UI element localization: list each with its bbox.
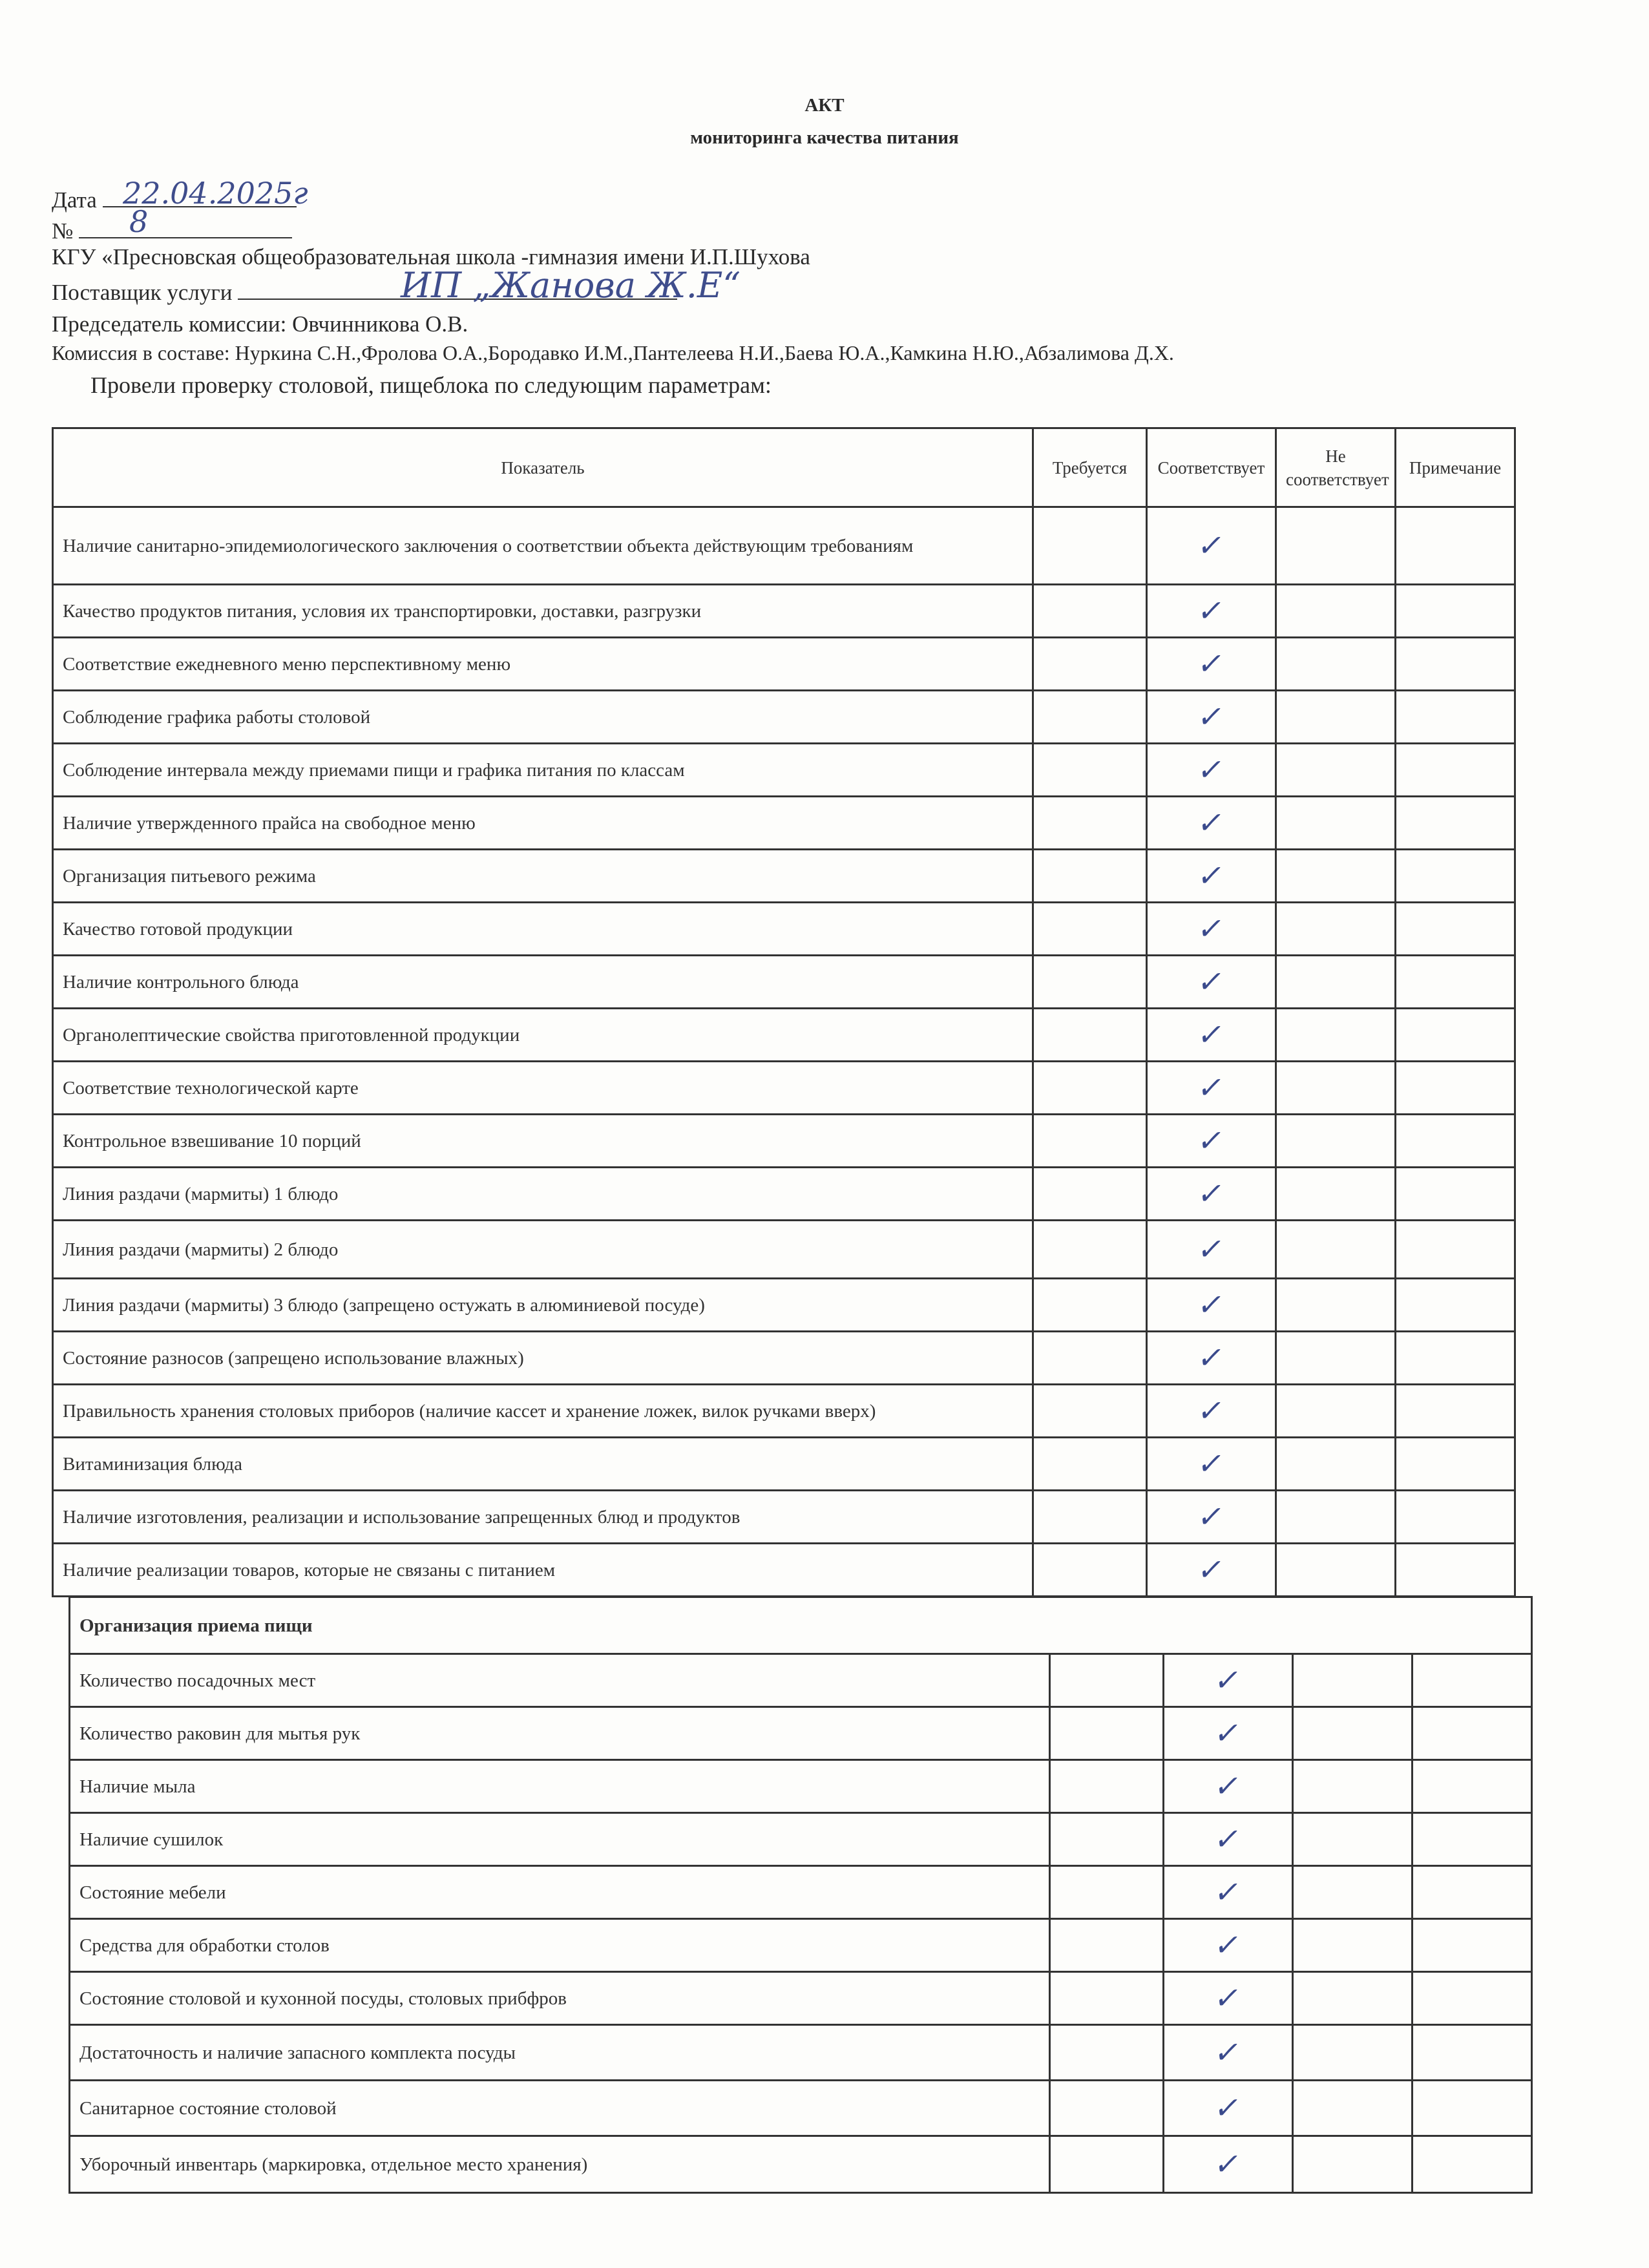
cell-note: [1413, 2136, 1532, 2193]
cell-not-complies: [1293, 2025, 1413, 2081]
check-mark-icon: ✓: [1195, 528, 1228, 563]
table-row: [53, 956, 1515, 1009]
cell-not-complies: [1276, 1438, 1396, 1491]
cell-required: [1050, 1919, 1164, 1972]
cell-note: [1396, 1438, 1515, 1491]
cell-not-complies: [1293, 1760, 1413, 1813]
table-row: [53, 691, 1515, 744]
cell-note: [1396, 638, 1515, 691]
cell-note: [1413, 1760, 1532, 1813]
check-mark-icon: ✓: [1195, 1176, 1228, 1211]
cell-required: [1033, 850, 1147, 903]
cell-complies: [1164, 1654, 1293, 1707]
cell-complies: [1147, 1009, 1276, 1062]
section-title: Организация приема пищи: [70, 1597, 1050, 1654]
number-label: №: [52, 218, 74, 244]
cell-note: [1413, 1866, 1532, 1919]
table-row: [53, 1221, 1515, 1279]
check-mark-icon: ✓: [1195, 1552, 1228, 1587]
cell-not-complies: [1276, 1544, 1396, 1597]
table-row: [70, 1919, 1532, 1972]
cell-note: [1413, 1654, 1532, 1707]
cell-required: [1050, 1707, 1164, 1760]
check-mark-icon: ✓: [1212, 1927, 1245, 1962]
table-row: [53, 797, 1515, 850]
cell-required: [1033, 903, 1147, 956]
cell-note: [1396, 1332, 1515, 1385]
cell-complies: [1147, 1115, 1276, 1168]
row-label: Состояние разносов (запрещено использование влажных): [53, 1332, 1033, 1385]
cell-complies: [1164, 1760, 1293, 1813]
check-mark-icon: ✓: [1195, 1499, 1228, 1534]
row-label: Правильность хранения столовых приборов (наличие кассет и хранение ложек, вилок ручками вверх): [53, 1385, 1033, 1438]
cell-note: [1413, 1972, 1532, 2025]
cell-complies: [1147, 850, 1276, 903]
check-mark-icon: ✓: [1195, 1446, 1228, 1481]
table-row: [53, 1062, 1515, 1115]
table-row: [53, 1168, 1515, 1221]
cell-required: [1033, 1168, 1147, 1221]
cell-not-complies: [1276, 1115, 1396, 1168]
cell-required: [1033, 585, 1147, 638]
table-row: [53, 903, 1515, 956]
row-label: Линия раздачи (мармиты) 3 блюдо (запрещено остужать в алюминиевой посуде): [53, 1279, 1033, 1332]
cell-note: [1396, 903, 1515, 956]
check-mark-icon: ✓: [1195, 1340, 1228, 1375]
intro-line: Провели проверку столовой, пищеблока по следующим параметрам:: [90, 372, 772, 398]
cell-complies: [1147, 638, 1276, 691]
table-row: [53, 585, 1515, 638]
cell-required: [1033, 1544, 1147, 1597]
table-row: [53, 1009, 1515, 1062]
members-line: Комиссия в составе: Нуркина С.Н.,Фролова О.А.,Бородавко И.М.,Пантелеева Н.И.,Баева Ю.А.,Камкина Н.Ю.,Абзалимова Д.Х.: [52, 341, 1174, 364]
table-row: [53, 507, 1515, 585]
row-label: Контрольное взвешивание 10 порций: [53, 1115, 1033, 1168]
check-mark-icon: ✓: [1212, 1822, 1245, 1856]
cell-required: [1033, 744, 1147, 797]
cell-complies: [1147, 1544, 1276, 1597]
cell-note: [1396, 744, 1515, 797]
cell-not-complies: [1276, 1279, 1396, 1332]
table-row: [53, 1385, 1515, 1438]
row-label: Наличие утвержденного прайса на свободное меню: [53, 797, 1033, 850]
table-row: [53, 638, 1515, 691]
check-mark-icon: ✓: [1195, 1393, 1228, 1428]
cell-complies: [1164, 1919, 1293, 1972]
cell-note: [1396, 1062, 1515, 1115]
cell-note: [1413, 1813, 1532, 1866]
check-mark-icon: ✓: [1195, 1287, 1228, 1322]
row-label: Линия раздачи (мармиты) 1 блюдо: [53, 1168, 1033, 1221]
col-complies-header: Соответствует: [1147, 428, 1276, 507]
cell-required: [1050, 1760, 1164, 1813]
cell-complies: [1147, 1221, 1276, 1279]
row-label: Соблюдение графика работы столовой: [53, 691, 1033, 744]
cell-complies: [1147, 1168, 1276, 1221]
cell-note: [1413, 1707, 1532, 1760]
check-mark-icon: ✓: [1212, 1980, 1245, 2015]
cell-note: [1396, 797, 1515, 850]
table-row: [70, 1760, 1532, 1813]
table-row: [53, 1491, 1515, 1544]
row-label: Органолептические свойства приготовленной продукции: [53, 1009, 1033, 1062]
cell-required: [1033, 638, 1147, 691]
cell-complies: [1147, 1332, 1276, 1385]
table-row: [53, 1438, 1515, 1491]
row-label: Состояние столовой и кухонной посуды, столовых прибфров: [70, 1972, 1050, 2025]
cell-complies: [1164, 1972, 1293, 2025]
cell-complies: [1147, 903, 1276, 956]
cell-required: [1033, 691, 1147, 744]
cell-required: [1033, 1221, 1147, 1279]
cell-not-complies: [1276, 903, 1396, 956]
row-label: Качество готовой продукции: [53, 903, 1033, 956]
table-row: [53, 1115, 1515, 1168]
row-label: Уборочный инвентарь (маркировка, отдельное место хранения): [70, 2136, 1050, 2193]
row-label: Состояние мебели: [70, 1866, 1050, 1919]
cell-note: [1413, 2025, 1532, 2081]
cell-complies: [1147, 1279, 1276, 1332]
cell-required: [1033, 1115, 1147, 1168]
row-label: Наличие изготовления, реализации и использование запрещенных блюд и продуктов: [53, 1491, 1033, 1544]
date-label: Дата: [52, 187, 97, 213]
cell-complies: [1164, 2136, 1293, 2193]
supplier-label: Поставщик услуги: [52, 280, 233, 305]
doc-title: АКТ: [804, 95, 845, 116]
row-label: Организация питьевого режима: [53, 850, 1033, 903]
col-required-header: Требуется: [1033, 428, 1147, 507]
check-mark-icon: ✓: [1195, 1123, 1228, 1158]
row-label: Средства для обработки столов: [70, 1919, 1050, 1972]
chair-line: Председатель комиссии: Овчинникова О.В.: [52, 311, 468, 337]
cell-note: [1396, 1168, 1515, 1221]
row-label: Достаточность и наличие запасного комплекта посуды: [70, 2025, 1050, 2081]
cell-note: [1413, 1919, 1532, 1972]
check-mark-icon: ✓: [1195, 858, 1228, 893]
cell-not-complies: [1276, 1168, 1396, 1221]
cell-complies: [1147, 744, 1276, 797]
check-mark-icon: ✓: [1212, 2035, 1245, 2070]
cell-required: [1033, 1438, 1147, 1491]
cell-required: [1033, 1279, 1147, 1332]
cell-complies: [1147, 691, 1276, 744]
date-handwritten: 22.04.2025г: [123, 176, 308, 211]
cell-required: [1050, 2081, 1164, 2136]
number-blank: [79, 237, 292, 238]
cell-not-complies: [1293, 1919, 1413, 1972]
cell-required: [1050, 1972, 1164, 2025]
table-row: [70, 2025, 1532, 2081]
cell-not-complies: [1276, 1491, 1396, 1544]
check-mark-icon: ✓: [1195, 964, 1228, 999]
cell-note: [1396, 1009, 1515, 1062]
table-row: [53, 850, 1515, 903]
col-note-header: Примечание: [1396, 428, 1515, 507]
table-row: [70, 1866, 1532, 1919]
cell-required: [1050, 2136, 1164, 2193]
cell-note: [1396, 1385, 1515, 1438]
cell-required: [1050, 1654, 1164, 1707]
table-row: [70, 1707, 1532, 1760]
check-mark-icon: ✓: [1212, 1769, 1245, 1803]
check-mark-icon: ✓: [1195, 911, 1228, 946]
cell-note: [1396, 1221, 1515, 1279]
cell-complies: [1164, 1707, 1293, 1760]
cell-required: [1050, 1866, 1164, 1919]
cell-note: [1396, 1279, 1515, 1332]
monitoring-table-part2: [68, 1596, 1533, 2194]
cell-complies: [1147, 1438, 1276, 1491]
row-label: Соблюдение интервала между приемами пищи и графика питания по классам: [53, 744, 1033, 797]
cell-required: [1033, 507, 1147, 585]
cell-not-complies: [1276, 850, 1396, 903]
cell-complies: [1147, 1491, 1276, 1544]
cell-note: [1396, 1115, 1515, 1168]
table-header-row: [53, 428, 1515, 507]
check-mark-icon: ✓: [1212, 1663, 1245, 1697]
row-label: Соответствие ежедневного меню перспективному меню: [53, 638, 1033, 691]
cell-complies: [1164, 2025, 1293, 2081]
cell-not-complies: [1293, 1972, 1413, 2025]
col-indicator-header: Показатель: [53, 428, 1033, 507]
cell-note: [1396, 850, 1515, 903]
number-line: [52, 218, 292, 244]
table-row: [70, 1813, 1532, 1866]
cell-not-complies: [1276, 956, 1396, 1009]
cell-not-complies: [1276, 1221, 1396, 1279]
cell-not-complies: [1276, 585, 1396, 638]
table-row: [53, 1544, 1515, 1597]
cell-not-complies: [1276, 507, 1396, 585]
cell-not-complies: [1293, 1707, 1413, 1760]
row-label: Санитарное состояние столовой: [70, 2081, 1050, 2136]
monitoring-table-part1: [52, 427, 1516, 1597]
cell-complies: [1147, 1385, 1276, 1438]
col-not-complies-header: Не соответствует: [1276, 428, 1396, 507]
cell-complies: [1147, 585, 1276, 638]
cell-required: [1033, 797, 1147, 850]
row-label: Количество посадочных мест: [70, 1654, 1050, 1707]
table-row: [53, 744, 1515, 797]
section-row: [70, 1597, 1532, 1654]
cell-complies: [1164, 2081, 1293, 2136]
cell-complies: [1147, 956, 1276, 1009]
table-row: [53, 1332, 1515, 1385]
school-line: КГУ «Пресновская общеобразовательная школа -гимназия имени И.П.Шухова: [52, 244, 810, 269]
cell-complies: [1164, 1813, 1293, 1866]
check-mark-icon: ✓: [1195, 646, 1228, 681]
cell-note: [1413, 2081, 1532, 2136]
number-handwritten: 8: [129, 204, 149, 239]
check-mark-icon: ✓: [1212, 1874, 1245, 1909]
check-mark-icon: ✓: [1195, 1232, 1228, 1266]
row-label: Соответствие технологической карте: [53, 1062, 1033, 1115]
check-mark-icon: ✓: [1195, 805, 1228, 840]
row-label: Наличие мыла: [70, 1760, 1050, 1813]
cell-not-complies: [1276, 1062, 1396, 1115]
row-label: Наличие реализации товаров, которые не связаны с питанием: [53, 1544, 1033, 1597]
cell-required: [1050, 2025, 1164, 2081]
cell-complies: [1164, 1866, 1293, 1919]
table-row: [70, 2136, 1532, 2193]
row-label: Линия раздачи (мармиты) 2 блюдо: [53, 1221, 1033, 1279]
cell-not-complies: [1276, 744, 1396, 797]
table-row: [70, 1972, 1532, 2025]
cell-required: [1033, 956, 1147, 1009]
table-row: [70, 2081, 1532, 2136]
section-filler: [1050, 1597, 1532, 1654]
check-mark-icon: ✓: [1212, 2090, 1245, 2125]
cell-not-complies: [1293, 1866, 1413, 1919]
cell-not-complies: [1293, 1813, 1413, 1866]
cell-note: [1396, 691, 1515, 744]
cell-not-complies: [1276, 1385, 1396, 1438]
supplier-handwritten: ИП „Жанова Ж.Е“: [401, 265, 740, 306]
cell-note: [1396, 1491, 1515, 1544]
table-row: [53, 1279, 1515, 1332]
row-label: Витаминизация блюда: [53, 1438, 1033, 1491]
row-label: Качество продуктов питания, условия их транспортировки, доставки, разгрузки: [53, 585, 1033, 638]
cell-not-complies: [1276, 1009, 1396, 1062]
cell-required: [1033, 1491, 1147, 1544]
cell-required: [1033, 1009, 1147, 1062]
cell-not-complies: [1276, 638, 1396, 691]
cell-note: [1396, 956, 1515, 1009]
row-label: Наличие сушилок: [70, 1813, 1050, 1866]
cell-note: [1396, 585, 1515, 638]
cell-not-complies: [1293, 2081, 1413, 2136]
row-label: Наличие санитарно-эпидемиологического заключения о соответствии объекта действующим требованиям: [53, 507, 1033, 585]
cell-required: [1050, 1813, 1164, 1866]
doc-subtitle: мониторинга качества питания: [690, 127, 959, 148]
check-mark-icon: ✓: [1212, 1716, 1245, 1750]
cell-note: [1396, 507, 1515, 585]
cell-required: [1033, 1062, 1147, 1115]
cell-not-complies: [1276, 797, 1396, 850]
cell-not-complies: [1293, 2136, 1413, 2193]
cell-note: [1396, 1544, 1515, 1597]
row-label: Количество раковин для мытья рук: [70, 1707, 1050, 1760]
cell-not-complies: [1293, 1654, 1413, 1707]
row-label: Наличие контрольного блюда: [53, 956, 1033, 1009]
cell-not-complies: [1276, 691, 1396, 744]
check-mark-icon: ✓: [1195, 1070, 1228, 1105]
check-mark-icon: ✓: [1212, 2147, 1245, 2181]
cell-required: [1033, 1385, 1147, 1438]
cell-complies: [1147, 797, 1276, 850]
table-row: [70, 1654, 1532, 1707]
check-mark-icon: ✓: [1195, 752, 1228, 787]
cell-required: [1033, 1332, 1147, 1385]
check-mark-icon: ✓: [1195, 699, 1228, 734]
cell-complies: [1147, 507, 1276, 585]
cell-complies: [1147, 1062, 1276, 1115]
check-mark-icon: ✓: [1195, 1017, 1228, 1052]
cell-not-complies: [1276, 1332, 1396, 1385]
check-mark-icon: ✓: [1195, 593, 1228, 628]
